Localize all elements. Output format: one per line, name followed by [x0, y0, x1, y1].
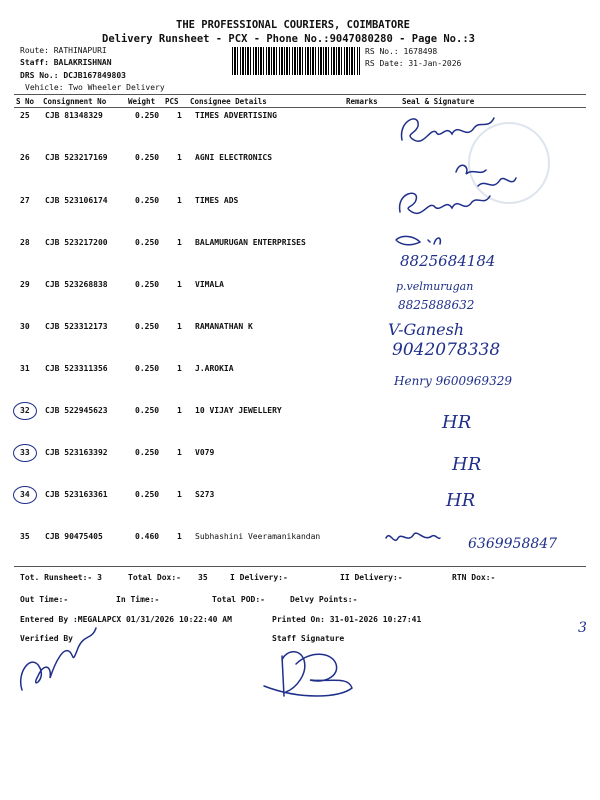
- vehicle-label: Vehicle: Two Wheeler Delivery: [25, 83, 165, 92]
- handwritten-name: p.velmurugan: [396, 280, 474, 293]
- rtn-dox: RTN Dox:-: [452, 573, 496, 582]
- row-consignment: CJB 523312173: [45, 322, 108, 331]
- row-weight: 0.460: [135, 532, 160, 541]
- row-consignee: AGNI ELECTRONICS: [195, 153, 273, 162]
- row-pcs: 1: [177, 448, 182, 457]
- row-pcs: 1: [177, 111, 182, 120]
- delvy-points: Delvy Points:-: [290, 595, 358, 604]
- row-consignee: V079: [195, 448, 215, 457]
- handwritten-name: V-Ganesh: [388, 320, 465, 339]
- row-consignment: CJB 523217169: [45, 153, 108, 162]
- row-pcs: 1: [177, 322, 182, 331]
- handwritten-phone: 8825888632: [398, 298, 475, 312]
- col-weight: Weight: [128, 97, 156, 106]
- row-weight: 0.250: [135, 111, 160, 120]
- total-dox-label: Total Dox:-: [128, 573, 181, 582]
- staff-label: Staff: BALAKRISHNAN: [20, 58, 112, 67]
- company-title: THE PROFESSIONAL COURIERS, COIMBATORE: [176, 19, 410, 31]
- row-consignee: J.AROKIA: [195, 364, 234, 373]
- rs-date: RS Date: 31-Jan-2026: [365, 59, 462, 68]
- row-weight: 0.250: [135, 238, 160, 247]
- row-pcs: 1: [177, 364, 182, 373]
- handwritten-initials: HR: [442, 412, 472, 433]
- staff-signature-label: Staff Signature: [272, 634, 345, 643]
- row-consignee: BALAMURUGAN ENTERPRISES: [195, 238, 306, 247]
- row-consignee: TIMES ADS: [195, 196, 239, 205]
- signature-row25: [402, 118, 494, 141]
- total-dox-value: 35: [198, 573, 208, 582]
- rs-number: RS No.: 1678498: [365, 47, 438, 56]
- row-sno: 33: [20, 448, 30, 457]
- row-pcs: 1: [177, 196, 182, 205]
- handwritten-initials: HR: [446, 490, 476, 511]
- row-consignee: 10 VIJAY JEWELLERY: [195, 406, 282, 415]
- route-label: Route: RATHINAPURI: [20, 46, 107, 55]
- total-pod: Total POD:-: [212, 595, 265, 604]
- row-sno: 25: [20, 111, 30, 120]
- i-delivery: I Delivery:-: [230, 573, 288, 582]
- row-weight: 0.250: [135, 448, 160, 457]
- row-consignee: TIMES ADVERTISING: [195, 111, 277, 120]
- printed-on: Printed On: 31-01-2026 10:27:41: [272, 615, 422, 624]
- col-consignment: Consignment No: [43, 97, 107, 106]
- signature-row26: [456, 165, 516, 186]
- row-consignment: CJB 523311356: [45, 364, 108, 373]
- row-consignee: RAMANATHAN K: [195, 322, 253, 331]
- row-consignment: CJB 90475405: [45, 532, 103, 541]
- col-sno: S No: [16, 97, 35, 106]
- row-pcs: 1: [177, 280, 182, 289]
- page-mark: 3: [578, 620, 587, 636]
- row-sno: 26: [20, 153, 30, 162]
- row-pcs: 1: [177, 153, 182, 162]
- row-sno: 29: [20, 280, 30, 289]
- row-pcs: 1: [177, 238, 182, 247]
- row-weight: 0.250: [135, 364, 160, 373]
- col-seal: Seal & Signature: [402, 97, 475, 106]
- summary-top-rule: [14, 566, 586, 567]
- row-weight: 0.250: [135, 490, 160, 499]
- handwritten-phone: 6369958847: [468, 536, 558, 552]
- row-weight: 0.250: [135, 280, 160, 289]
- handwritten-note: Henry 9600969329: [394, 374, 512, 388]
- out-time: Out Time:-: [20, 595, 69, 604]
- row-consignment: CJB 522945623: [45, 406, 108, 415]
- row-sno: 34: [20, 490, 30, 499]
- row-consignee: S273: [195, 490, 215, 499]
- row-weight: 0.250: [135, 406, 160, 415]
- in-time: In Time:-: [116, 595, 160, 604]
- entered-by: Entered By :MEGALAPCX 01/31/2026 10:22:40 AM: [20, 615, 232, 624]
- row-weight: 0.250: [135, 322, 160, 331]
- row-sno: 31: [20, 364, 30, 373]
- col-consignee: Consignee Details: [190, 97, 267, 106]
- row-pcs: 1: [177, 406, 182, 415]
- col-pcs: PCS: [165, 97, 179, 106]
- row-consignment: CJB 523268838: [45, 280, 108, 289]
- row-consignee: Subhashini Veeramanikandan: [195, 532, 321, 541]
- signature-row28: [396, 236, 440, 244]
- row-sno: 28: [20, 238, 30, 247]
- row-consignment: CJB 523163361: [45, 490, 108, 499]
- signature-row27: [400, 193, 490, 213]
- ii-delivery: II Delivery:-: [340, 573, 403, 582]
- signature-row35: [386, 533, 440, 540]
- drs-number: DRS No.: DCJB167849803: [20, 71, 126, 80]
- verified-by-label: Verified By: [20, 634, 73, 643]
- handwritten-phone: 9042078338: [392, 340, 501, 360]
- row-sno: 35: [20, 532, 30, 541]
- row-weight: 0.250: [135, 153, 160, 162]
- col-remarks: Remarks: [346, 97, 378, 106]
- row-sno: 30: [20, 322, 30, 331]
- row-consignment: CJB 81348329: [45, 111, 103, 120]
- row-consignment: CJB 523106174: [45, 196, 108, 205]
- row-sno: 27: [20, 196, 30, 205]
- row-sno: 32: [20, 406, 30, 415]
- row-consignee: VIMALA: [195, 280, 224, 289]
- row-consignment: CJB 523163392: [45, 448, 108, 457]
- tot-runsheet: Tot. Runsheet:- 3: [20, 573, 102, 582]
- row-consignment: CJB 523217200: [45, 238, 108, 247]
- runsheet-subtitle: Delivery Runsheet - PCX - Phone No.:9047080280 - Page No.:3: [102, 33, 475, 45]
- row-pcs: 1: [177, 490, 182, 499]
- row-pcs: 1: [177, 532, 182, 541]
- staff-signature: [264, 652, 352, 696]
- row-weight: 0.250: [135, 196, 160, 205]
- handwritten-initials: HR: [452, 454, 482, 475]
- handwritten-phone: 8825684184: [400, 252, 496, 270]
